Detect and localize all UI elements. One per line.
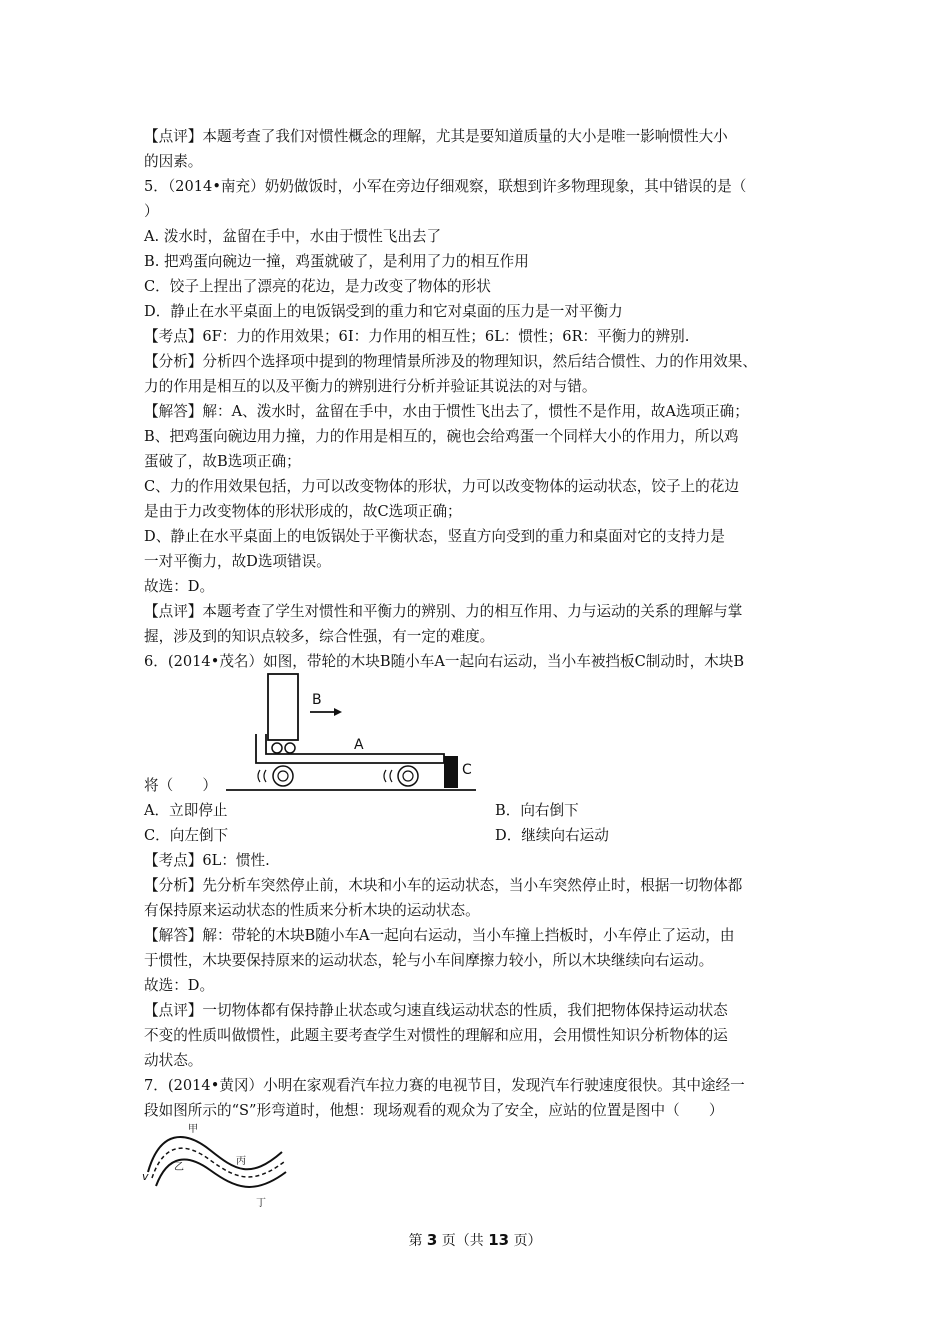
cart-figure — [226, 672, 478, 794]
label-jia: 甲 — [188, 1124, 198, 1135]
footer-mid: 页（共 — [441, 1233, 484, 1249]
text-line: 不变的性质叫做惯性，此题主要考查学生对惯性的理解和应用，会用惯性知识分析物体的运 — [144, 1027, 728, 1044]
text-line: B、把鸡蛋向碗边用力撞，力的作用是相互的，碗也会给鸡蛋一个同样大小的作用力，所以鸡 — [144, 428, 739, 445]
s-road-figure — [140, 1120, 290, 1210]
text-line: 有保持原来运动状态的性质来分析木块的运动状态。 — [144, 902, 480, 919]
text-line: 【点评】本题考查了学生对惯性和平衡力的辨别、力的相互作用、力与运动的关系的理解与掌 — [144, 603, 743, 620]
cart-wheel — [403, 771, 413, 781]
text-line: 【点评】本题考查了我们对惯性概念的理解，尤其是要知道质量的大小是唯一影响惯性大小 — [144, 128, 728, 145]
text-line: 7．(2014•黄冈）小明在家观看汽车拉力赛的电视节目，发现汽车行驶速度很快。其中途经一 — [144, 1077, 745, 1094]
label-yi: 乙 — [174, 1162, 184, 1173]
text-line: B. 把鸡蛋向碗边一撞，鸡蛋就破了，是利用了力的相互作用 — [144, 253, 529, 270]
text-line: 是由于力改变物体的形状形成的，故C选项正确； — [144, 503, 462, 520]
text-line: 【分析】先分析车突然停止前，木块和小车的运动状态，当小车突然停止时，根据一切物体都 — [144, 877, 743, 894]
option-d: D．继续向右运动 — [495, 827, 609, 844]
text-line: 故选：D。 — [144, 578, 215, 595]
block-b-wheel — [272, 743, 282, 753]
label-ding: 丁 — [256, 1198, 266, 1209]
option-c: C．向左倒下 — [144, 827, 229, 844]
text-line: 握，涉及到的知识点较多，综合性强，有一定的难度。 — [144, 628, 495, 645]
text-line: ） — [144, 203, 159, 220]
text-line: 故选：D。 — [144, 977, 215, 994]
text-line: D．静止在水平桌面上的电饭锅受到的重力和它对桌面的压力是一对平衡力 — [144, 303, 623, 320]
stopper-c — [444, 756, 458, 788]
block-b-wheel — [285, 743, 295, 753]
text-line: 【考点】6L：惯性. — [144, 852, 270, 869]
text-line: 【解答】解：带轮的木块B随小车A一起向右运动，当小车撞上挡板时，小车停止了运动，由 — [144, 927, 735, 944]
footer-suffix: 页） — [513, 1233, 542, 1249]
motion-arrow-head — [334, 708, 342, 716]
text-line: C．饺子上捏出了漂亮的花边，是力改变了物体的形状 — [144, 278, 491, 295]
footer-prefix: 第 — [408, 1233, 423, 1249]
text-line: 段如图所示的“S”形弯道时，他想：现场观看的观众为了安全，应站的位置是图中（ ） — [144, 1102, 724, 1119]
option-b: B．向右倒下 — [495, 802, 579, 819]
text-line: 的因素。 — [144, 153, 203, 170]
text-line: 6．(2014•茂名）如图，带轮的木块B随小车A一起向右运动，当小车被挡板C制动时，木块B — [144, 653, 745, 670]
question-6-tail: 将（ ） — [144, 777, 217, 794]
cart-wheel — [278, 771, 288, 781]
text-line: 动状态。 — [144, 1052, 203, 1069]
text-line: A. 泼水时，盆留在手中，水由于惯性飞出去了 — [144, 228, 442, 245]
label-c: C — [462, 762, 472, 778]
text-line: 蛋破了，故B选项正确； — [144, 453, 301, 470]
text-line: 【考点】6F：力的作用效果；6I：力作用的相互性；6L：惯性；6R：平衡力的辨别. — [144, 328, 690, 345]
label-a: A — [354, 737, 364, 753]
label-bing: 丙 — [236, 1156, 246, 1167]
text-line: 力的作用是相互的以及平衡力的辨别进行分析并验证其说法的对与错。 — [144, 378, 597, 395]
block-b — [268, 674, 298, 740]
option-a: A．立即停止 — [144, 802, 228, 819]
text-line: D、静止在水平桌面上的电饭锅处于平衡状态，竖直方向受到的重力和桌面对它的支持力是 — [144, 528, 725, 545]
page-footer — [0, 1230, 950, 1251]
page-total: 13 — [488, 1231, 510, 1249]
page-number: 3 — [426, 1231, 438, 1249]
text-line: 于惯性，木块要保持原来的运动状态，轮与小车间摩擦力较小，所以木块继续向右运动。 — [144, 952, 714, 969]
text-line: 【解答】解：A、泼水时，盆留在手中，水由于惯性飞出去了，惯性不是作用，故A选项正确； — [144, 403, 749, 420]
text-line: 5．（2014•南充）奶奶做饭时，小军在旁边仔细观察，联想到许多物理现象，其中错误的是（ — [144, 178, 747, 195]
text-line: C、力的作用效果包括，力可以改变物体的形状，力可以改变物体的运动状态，饺子上的花边 — [144, 478, 739, 495]
text-line: 【分析】分析四个选择项中提到的物理情景所涉及的物理知识，然后结合惯性、力的作用效果、 — [144, 353, 757, 370]
text-line: 【点评】一切物体都有保持静止状态或匀速直线运动状态的性质，我们把物体保持运动状态 — [144, 1002, 728, 1019]
label-b: B — [312, 692, 322, 708]
text-line: 一对平衡力，故D选项错误。 — [144, 553, 331, 570]
label-v: v — [142, 1170, 149, 1183]
